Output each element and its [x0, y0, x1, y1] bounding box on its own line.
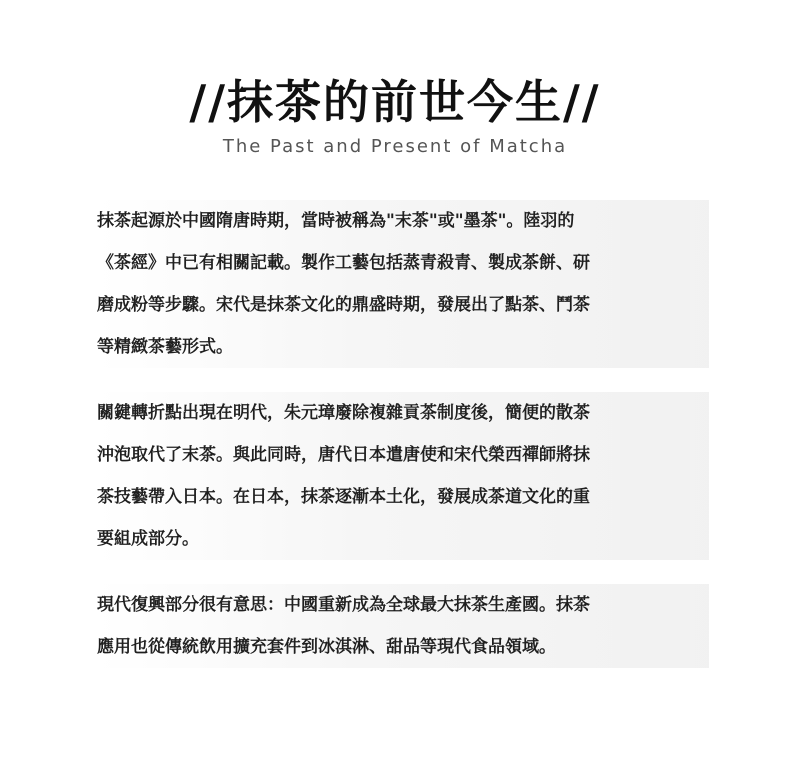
article-body [97, 200, 709, 692]
text-line: 茶技藝帶入日本。在日本，抹茶逐漸本土化，發展成茶道文化的重 [97, 476, 709, 518]
page-title: //抹茶的前世今生// [189, 75, 601, 129]
paragraph-modern-revival [97, 584, 709, 668]
text-line: 要組成部分。 [97, 518, 709, 560]
text-line: 沖泡取代了末茶。與此同時，唐代日本遣唐使和宋代榮西禪師將抹 [97, 434, 709, 476]
text-line: 應用也從傳統飲用擴充套件到冰淇淋、甜品等現代食品領域。 [97, 626, 709, 668]
page-subtitle: The Past and Present of Matcha [222, 136, 568, 157]
paragraph-turning-point [97, 392, 709, 560]
text-line: 現代復興部分很有意思：中國重新成為全球最大抹茶生產國。抹茶 [97, 584, 709, 626]
text-line: 抹茶起源於中國隋唐時期，當時被稱為"末茶"或"墨茶"。陸羽的 [97, 200, 709, 242]
paragraph-origin [97, 200, 709, 368]
text-line: 磨成粉等步驟。宋代是抹茶文化的鼎盛時期，發展出了點茶、鬥茶 [97, 284, 709, 326]
text-line: 《茶經》中已有相關記載。製作工藝包括蒸青殺青、製成茶餅、研 [97, 242, 709, 284]
text-line: 等精緻茶藝形式。 [97, 326, 709, 368]
text-line: 關鍵轉折點出現在明代，朱元璋廢除複雜貢茶制度後，簡便的散茶 [97, 392, 709, 434]
page-header [0, 70, 790, 158]
